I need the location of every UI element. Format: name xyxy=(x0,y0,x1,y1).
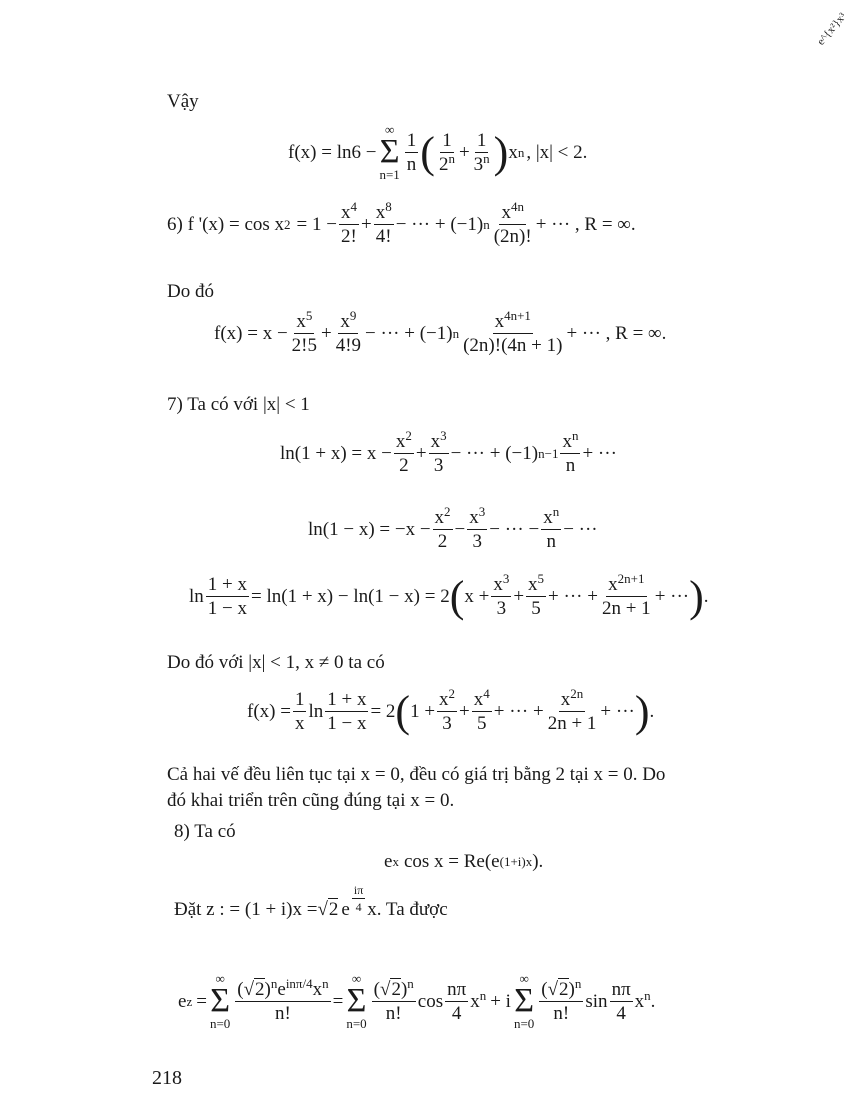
text-item8: 8) Ta có xyxy=(174,821,236,842)
paren: ( xyxy=(420,128,435,177)
equation-item6: 6) f '(x) = cos x 2 = 1 − $\frac{x^4}{2!}$ + $\frac{x^8}{4!}$ − ··· + (−1) n $\frac{x^{4n}}{(2n)!}$ + ··· , R = ∞. xyxy=(167,198,636,247)
eq-text: 6) f '(x) = cos x xyxy=(167,214,285,235)
fraction: $\frac{x^{2n}}{2n + 1}$ xyxy=(547,685,597,734)
eq-text: − ··· − xyxy=(489,519,540,540)
sum-symbol: ∞ Σ n=0 xyxy=(513,971,535,1031)
fraction: $\frac{1 + x}{1 - x}$ xyxy=(207,574,247,619)
fraction: $\frac{x^n}{n}$ xyxy=(543,503,560,552)
fraction: $\frac{x^8}{4!}$ xyxy=(375,198,392,247)
paren: ) xyxy=(634,686,650,736)
equation-dat-z: Đặt z : = (1 + i)x = √2 e $\frac{i\pi}{4}$ x. Ta được xyxy=(174,883,448,920)
eq-cond: , |x| < 2. xyxy=(526,142,588,164)
page-number: 218 xyxy=(152,1067,182,1089)
eq-text: + ··· xyxy=(582,443,617,464)
eq-text: cos xyxy=(417,991,444,1013)
fraction: $\frac{n\pi}{4}$ xyxy=(447,979,467,1025)
fraction: $\frac{x^{2n+1}}{2n + 1}$ xyxy=(601,570,651,619)
paren: ) xyxy=(689,571,704,621)
eq-text: x + xyxy=(464,586,490,607)
corner-scribble xyxy=(809,6,859,46)
equation-item8: e x cos x = Re(e (1+i)x ). xyxy=(384,851,544,872)
fraction: $\frac{1 + x}{1 - x}$ xyxy=(327,689,367,734)
eq-text: e xyxy=(178,991,187,1013)
fraction: $\frac{x^3}{3}$ xyxy=(493,570,510,619)
eq-text: + ··· xyxy=(654,586,690,607)
fraction: $\frac{x^2}{3}$ xyxy=(439,685,456,734)
equation-ln-ratio: ln $\frac{1 + x}{1 - x}$ = ln(1 + x) − ln(1 − x) = 2 ( x + $\frac{x^3}{3}$ + $\frac{x^5}{5}$ + ··· + $\frac{x^{2n+1}}{2n + 1}$ + ··· ) . xyxy=(189,570,709,621)
text-ca-hai-1: Cả hai vế đều liên tục tại x = 0, đều có giá trị bằng 2 tại x = 0. Do xyxy=(167,764,666,785)
eq-text: = xyxy=(196,991,207,1013)
fraction: $\frac{x^{4n}}{(2n)!}$ xyxy=(493,198,532,247)
eq-text: . xyxy=(650,991,656,1013)
fraction: $\frac{x^2}{2}$ xyxy=(395,427,412,476)
eq-text: − ··· + (−1) xyxy=(450,443,539,464)
eq-text: Đặt z : = (1 + i)x = xyxy=(174,899,318,920)
eq-text: = xyxy=(332,991,344,1013)
equation-f-ln6: f(x) = ln6 − ∞ Σ n=1 $\frac{1}{n}$ ( $\frac{1}{2^n}$ + $\frac{1}{3^n}$ ) x n , |x| < 2. xyxy=(288,122,588,182)
eq-text: ln(1 + x) = x − xyxy=(280,443,392,464)
eq-text: = 1 − xyxy=(296,214,337,235)
eq-text: + ··· + xyxy=(548,586,598,607)
equation-ln1minus: ln(1 − x) = −x − $\frac{x^2}{2}$ − $\frac{x^3}{3}$ − ··· − $\frac{x^n}{n}$ − ··· xyxy=(308,503,598,552)
equation-item6-integral: f(x) = x − $\frac{x^5}{2!5}$ + $\frac{x^9}{4!9}$ − ··· + (−1) n $\frac{x^{4n+1}}{(2n)!(4n + 1)}$ + ··· , R = ∞. xyxy=(214,307,667,356)
eq-text: + ··· , R = ∞. xyxy=(535,214,636,235)
eq-text: − ··· xyxy=(563,519,598,540)
eq-text: ). xyxy=(532,851,544,872)
sum-symbol: ∞ Σ n=0 xyxy=(209,971,231,1031)
eq-text: cos x = Re(e xyxy=(403,851,500,872)
fraction: $\frac{(√2)^n}{n!}$ xyxy=(373,975,414,1025)
equation-item7-f: f(x) = $\frac{1}{x}$ ln $\frac{1 + x}{1 - x}$ = 2 ( 1 + $\frac{x^2}{3}$ + $\frac{x^4}{5}$ + ··· + $\frac{x^{2n}}{2n + 1}$ + ··· ) . xyxy=(247,685,655,736)
text-item7: 7) Ta có với |x| < 1 xyxy=(167,394,310,415)
fraction: $\frac{(√2)^ne^{in\pi/4}x^n}{n!}$ xyxy=(237,975,329,1025)
fraction: $\frac{x^9}{4!9}$ xyxy=(335,307,362,356)
fraction: $\frac{1}{n}$ xyxy=(406,130,417,176)
eq-text: e xyxy=(384,851,393,872)
eq-text: f(x) = x − xyxy=(214,323,288,344)
eq-text: + ··· , R = ∞. xyxy=(566,323,667,344)
fraction: $\frac{x^2}{2}$ xyxy=(434,503,451,552)
eq-text: f(x) = xyxy=(247,701,291,722)
sum-symbol: ∞ Σ n=0 xyxy=(346,971,367,1031)
text-vay: Vậy xyxy=(167,91,199,112)
sum-symbol: ∞ Σ n=1 xyxy=(379,122,400,182)
fraction: $\frac{1}{2^n}$ xyxy=(438,130,455,176)
fraction: $\frac{(√2)^n}{n!}$ xyxy=(541,975,582,1025)
paren: ( xyxy=(449,571,465,621)
eq-text: ln(1 − x) = −x − xyxy=(308,519,431,540)
paren: ) xyxy=(493,128,509,177)
fraction: $\frac{n\pi}{4}$ xyxy=(611,979,631,1025)
text-ca-hai-2: đó khai triển trên cũng đúng tại x = 0. xyxy=(167,790,455,811)
eq-text: = 2 xyxy=(370,701,396,722)
fraction: $\frac{1}{3^n}$ xyxy=(473,130,490,176)
fraction: $\frac{x^5}{2!5}$ xyxy=(291,307,317,356)
eq-text: x. Ta được xyxy=(367,899,448,920)
text-do-do-voi: Do đó với |x| < 1, x ≠ 0 ta có xyxy=(167,652,385,673)
eq-text: = ln(1 + x) − ln(1 − x) = 2 xyxy=(251,586,450,607)
equation-ez-series: e z = ∞ Σ n=0 $\frac{(√2)^ne^{in\pi/4}x^n}{n!}$ = ∞ Σ n=0 $\frac{(√2)^n}{n!}$ cos $\frac{n\pi}{4}$ $x^n$ + i ∞ Σ n=0 $\frac{(√2)^n}{n!}$ sin $\frac{n\pi}{4}$ $x^n$ . xyxy=(178,971,656,1031)
equation-ln1plus: ln(1 + x) = x − $\frac{x^2}{2}$ + $\frac{x^3}{3}$ − ··· + (−1) n−1 $\frac{x^n}{n}$ + ··· xyxy=(280,427,617,476)
fraction: $\frac{x^4}{5}$ xyxy=(473,685,490,734)
eq-text: x xyxy=(508,142,518,164)
paren: ( xyxy=(395,686,411,736)
text-do-do: Do đó xyxy=(167,281,214,302)
fraction: $\frac{1}{x}$ xyxy=(294,689,305,734)
fraction: $\frac{i\pi}{4}$ xyxy=(353,883,364,914)
eq-text: + i xyxy=(490,991,511,1013)
fraction: $\frac{x^5}{5}$ xyxy=(528,570,545,619)
fraction: $\frac{x^{4n+1}}{(2n)!(4n + 1)}$ xyxy=(463,307,563,356)
eq-text: − ··· + (−1) xyxy=(395,214,484,235)
fraction: $\frac{x^4}{2!}$ xyxy=(340,198,357,247)
eq-text: + ··· xyxy=(600,701,635,722)
fraction: $\frac{x^3}{3}$ xyxy=(430,427,447,476)
fraction: $\frac{x^3}{3}$ xyxy=(469,503,486,552)
fraction: $\frac{x^n}{n}$ xyxy=(562,427,579,476)
eq-text: f(x) = ln6 − xyxy=(288,142,377,164)
eq-text: sin xyxy=(585,991,608,1013)
eq-text: 1 + xyxy=(410,701,436,722)
eq-text: − ··· + (−1) xyxy=(365,323,453,344)
corner-scribble-text: e^{x²}x³ xyxy=(815,10,849,48)
eq-text: + ··· + xyxy=(493,701,544,722)
